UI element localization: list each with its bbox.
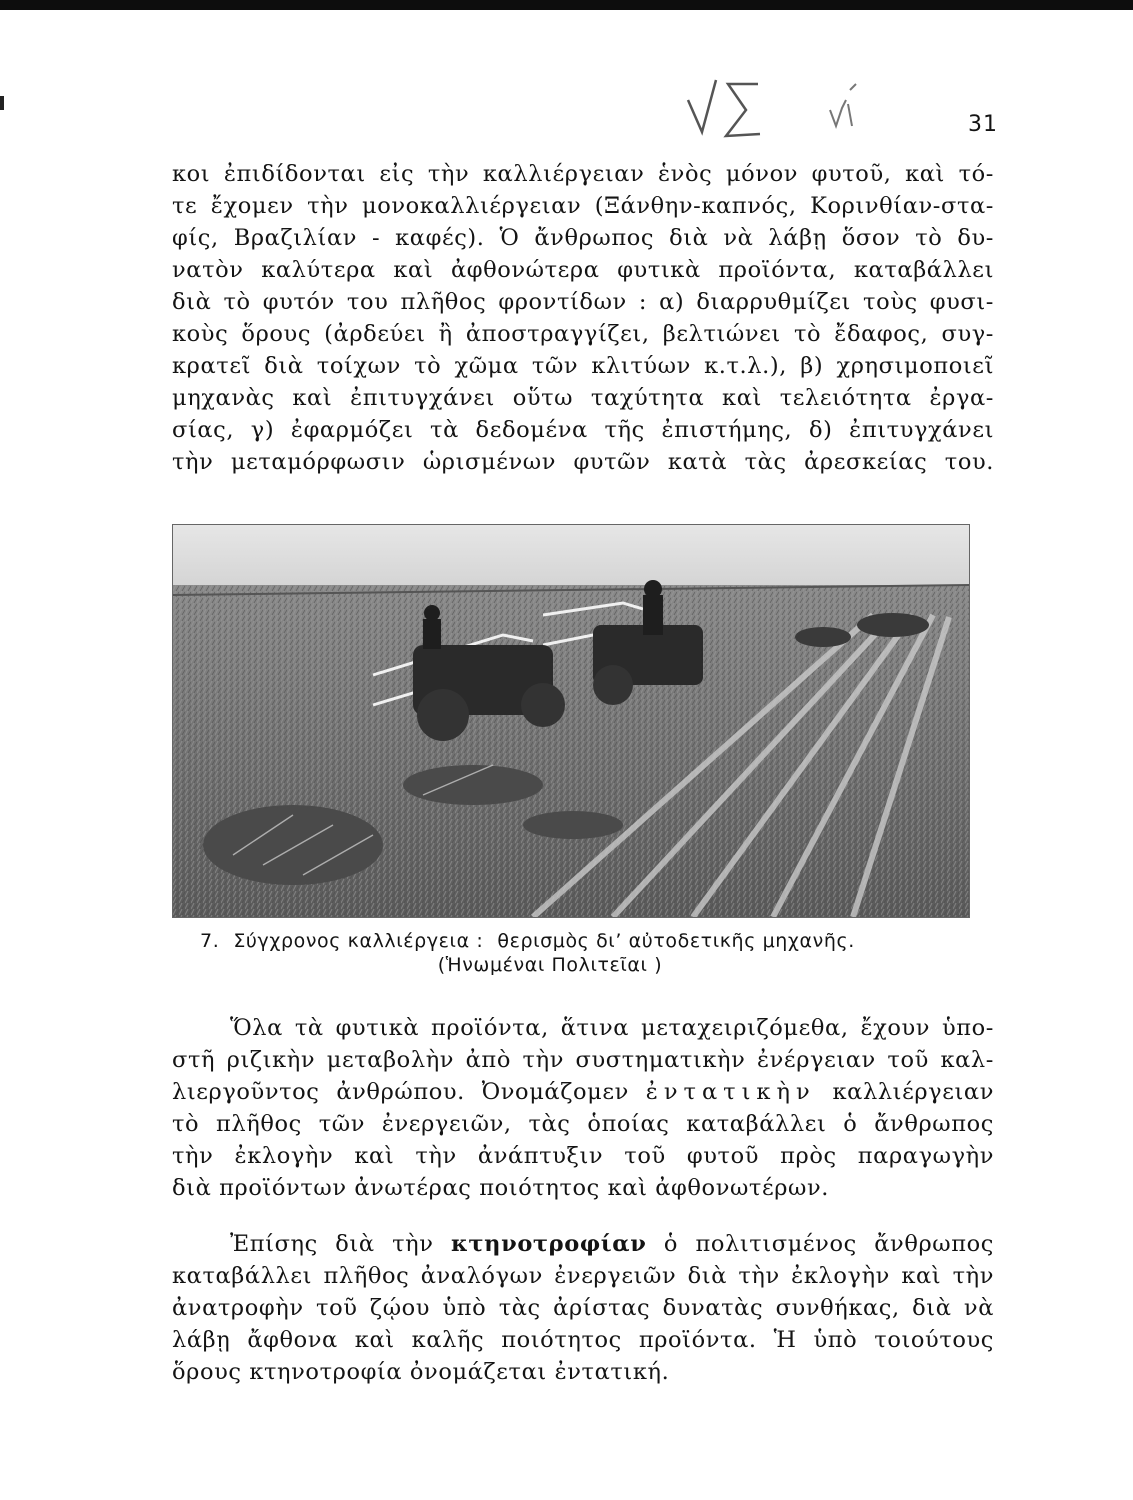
text-line: διὰ τὸ φυτόν του πλῆθος φροντίδων : α) διαρρυθμίζει τοὺς φυσι-: [172, 289, 994, 315]
text-line: τὴν μεταμόρφωσιν ὡρισμένων φυτῶν κατὰ τὰς ἀρεσκείας του.: [172, 449, 994, 475]
text-line: [172, 1076, 994, 1108]
text-fragment: καλλιέργειαν: [832, 1079, 994, 1105]
harvest-photo: [172, 524, 970, 918]
text-line: τε ἔχομεν τὴν μονοκαλλιέργειαν (Ξάνθην-καπνός, Κορινθίαν-στα-: [172, 193, 994, 219]
text-line: διὰ προϊόντων ἀνωτέρας ποιότητος καὶ ἀφθονωτέρων.: [172, 1175, 830, 1201]
text-line: φίς, Βραζιλίαν - καφές). Ὁ ἄνθρωπος διὰ νὰ λάβῃ ὅσον τὸ δυ-: [172, 225, 994, 251]
bold-term: κτηνοτροφίαν: [450, 1231, 647, 1257]
text-line: τὴν ἐκλογὴν καὶ τὴν ἀνάπτυξιν τοῦ φυτοῦ πρὸς παραγωγὴν: [172, 1143, 994, 1169]
text-line: καταβάλλει πλῆθος ἀναλόγων ἐνεργειῶν διὰ τὴν ἐκλογὴν καὶ τὴν: [172, 1263, 994, 1289]
figure-number: 7.: [200, 930, 220, 952]
text-fragment: λιεργοῦντος ἀνθρώπου. Ὀνομάζομεν: [172, 1079, 629, 1105]
text-line: μηχανὰς καὶ ἐπιτυγχάνει οὕτω ταχύτητα καὶ τελειότητα ἐργα-: [172, 385, 994, 411]
text-line: [172, 1228, 994, 1260]
scan-top-edge: [0, 0, 1133, 10]
text-line: κοὺς ὅρους (ἀρδεύει ἢ ἀποστραγγίζει, βελτιώνει τὸ ἔδαφος, συγ-: [172, 321, 994, 347]
text-fragment: Ἐπίσης διὰ τὴν: [230, 1231, 434, 1257]
text-line: τὸ πλῆθος τῶν ἐνεργειῶν, τὰς ὁποίας καταβάλλει ὁ ἄνθρωπος: [172, 1111, 994, 1137]
paragraph-livestock: [172, 1228, 994, 1388]
paragraph-intensive-cultivation: [172, 1012, 994, 1204]
text-fragment: ὁ πολιτισμένος ἄνθρωπος: [663, 1231, 994, 1257]
paragraph-intro: [172, 158, 994, 478]
text-line: σίας, γ) ἐφαρμόζει τὰ δεδομένα τῆς ἐπιστήμης, δ) ἐπιτυγχάνει: [172, 417, 994, 443]
page-number: 31: [968, 112, 998, 137]
text-line: στῆ ριζικὴν μεταβολὴν ἀπὸ τὴν συστηματικὴν ἐνέργειαν τοῦ καλ-: [172, 1047, 994, 1073]
text-line: κρατεῖ διὰ τοίχων τὸ χῶμα τῶν κλιτύων κ.τ.λ.), β) χρησιμοποιεῖ: [172, 353, 994, 379]
caption-title: Σύγχρονος καλλιέργεια :: [233, 930, 484, 952]
scan-left-mark: [0, 96, 4, 110]
emphasized-term: ἐντατικὴν: [645, 1079, 816, 1105]
harvest-photo-illustration: [173, 525, 969, 917]
figure-caption: [200, 930, 940, 976]
text-line: κοι ἐπιδίδονται εἰς τὴν καλλιέργειαν ἑνὸς μόνον φυτοῦ, καὶ τό-: [172, 161, 994, 187]
text-line: ὅρους κτηνοτροφία ὀνομάζεται ἐντατική.: [172, 1359, 670, 1385]
handwritten-annotation: [680, 70, 880, 160]
text-line: Ὅλα τὰ φυτικὰ προϊόντα, ἅτινα μεταχειριζόμεθα, ἔχουν ὑπο-: [230, 1015, 994, 1041]
text-line: νατὸν καλύτερα καὶ ἀφθονώτερα φυτικὰ προϊόντα, καταβάλλει: [172, 257, 994, 283]
caption-location: (Ἡνωμέναι Πολιτεῖαι ): [437, 954, 663, 976]
caption-detail: θερισμὸς δι’ αὐτοδετικῆς μηχανῆς.: [497, 930, 855, 952]
text-line: ἀνατροφὴν τοῦ ζῴου ὑπὸ τὰς ἀρίστας δυνατὰς συνθήκας, διὰ νὰ: [172, 1295, 994, 1321]
text-line: λάβῃ ἄφθονα καὶ καλῆς ποιότητος προϊόντα. Ἡ ὑπὸ τοιούτους: [172, 1327, 994, 1353]
